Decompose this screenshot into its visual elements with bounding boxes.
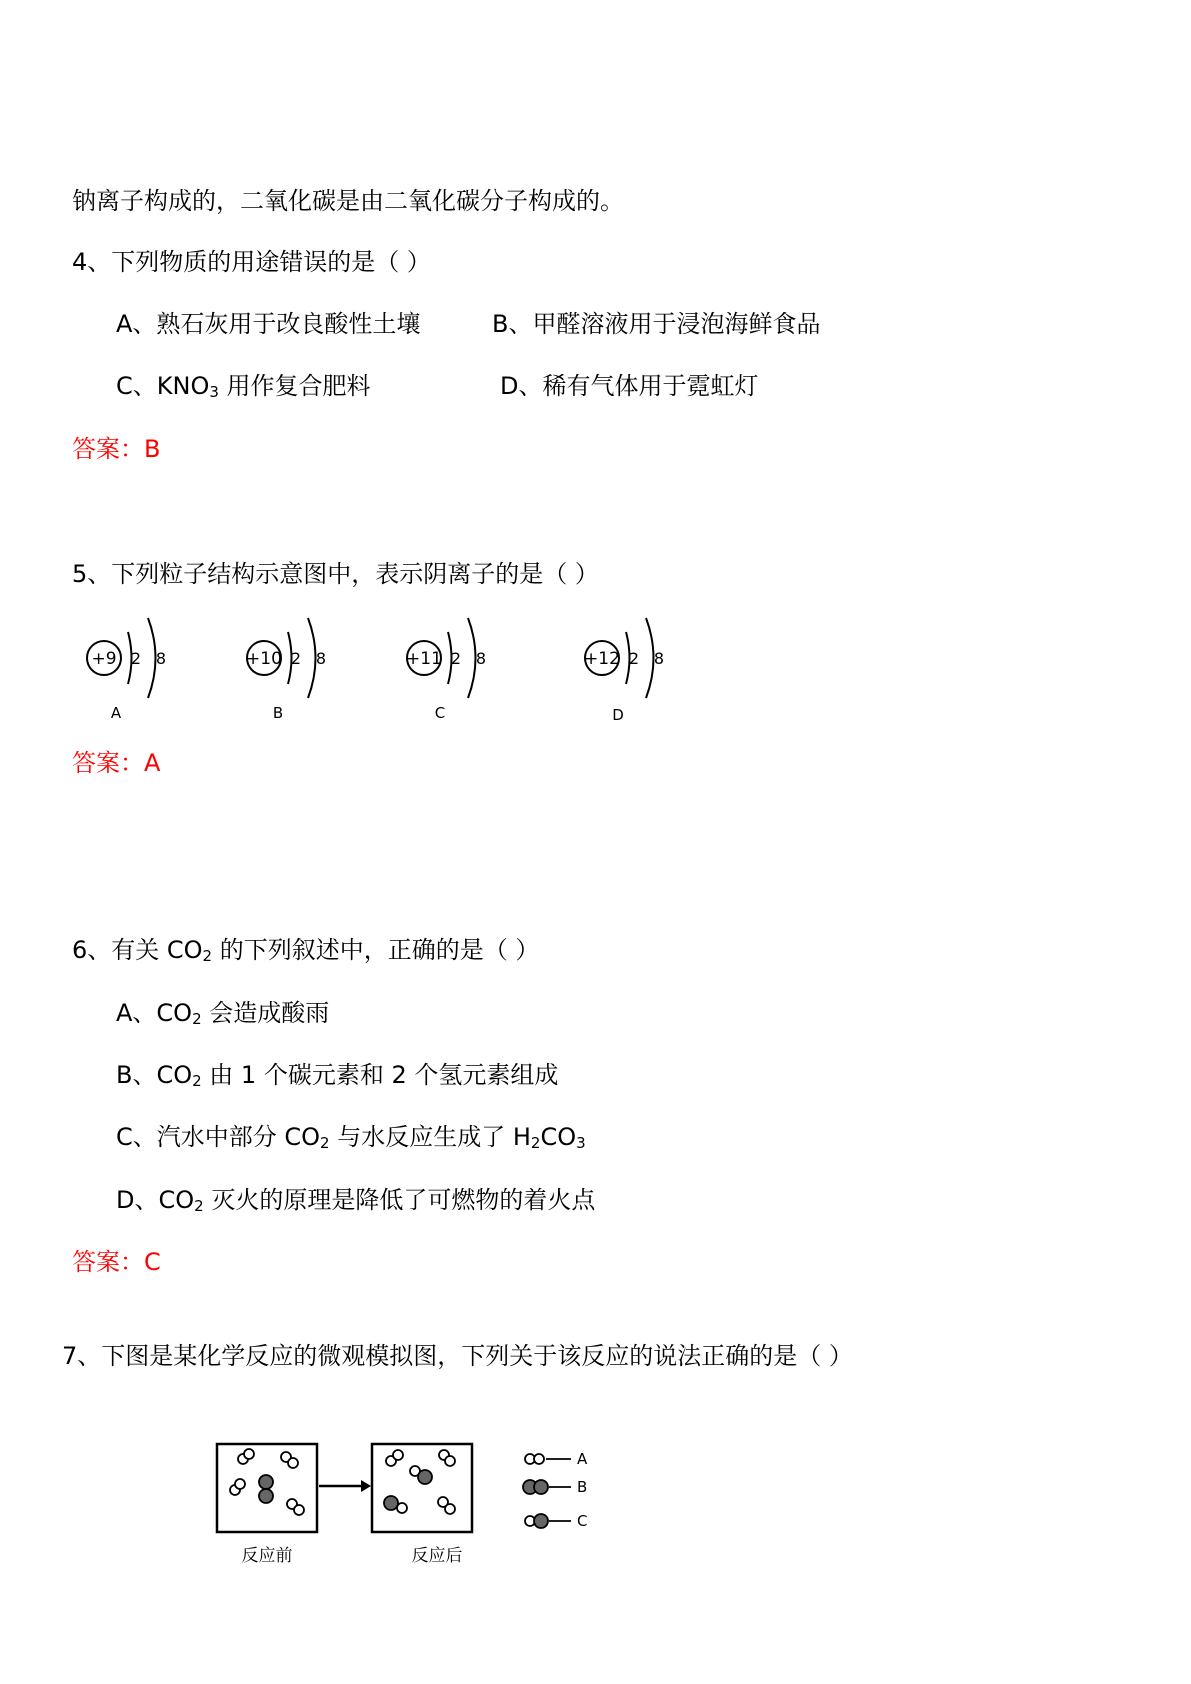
reaction-arrowhead	[361, 1480, 371, 1492]
q4-option-d: D、稀有气体用于霓虹灯	[500, 372, 759, 400]
q6-stem-sub: 2	[202, 947, 213, 965]
q6-stem	[72, 934, 539, 966]
particle-b-shell2: 8	[315, 649, 327, 668]
particle-b	[246, 618, 326, 722]
legend-b	[523, 1478, 587, 1496]
particle-diagrams	[80, 612, 780, 727]
q6-stem-pre: 6、有关 CO	[72, 936, 203, 964]
box-after-label: 反应后	[411, 1546, 463, 1566]
q6-option-c-sub3: 3	[576, 1134, 586, 1152]
particle-a-shell1: 2	[130, 649, 142, 668]
particle-b-nucleus: +10	[246, 649, 282, 669]
q6-option-b	[116, 1059, 558, 1091]
q4-option-c-sub: 3	[209, 383, 219, 401]
particle-a-label: A	[110, 704, 122, 722]
particle-d	[584, 618, 664, 724]
q6-option-c-sub: 2	[320, 1134, 330, 1152]
q6-option-d-sub: 2	[194, 1197, 204, 1215]
intro-line: 钠离子构成的，二氧化碳是由二氧化碳分子构成的。	[72, 187, 624, 215]
q6-option-b-pre: B、CO	[116, 1061, 193, 1089]
legend-a	[525, 1450, 588, 1468]
q6-option-a-post: 会造成酸雨	[201, 999, 330, 1027]
particle-a	[87, 618, 166, 722]
q6-option-b-sub: 2	[192, 1072, 202, 1090]
particle-c-shell1: 2	[450, 649, 462, 668]
q4-option-b: B、甲醛溶液用于浸泡海鲜食品	[492, 310, 821, 338]
q7-stem: 7、下图是某化学反应的微观模拟图，下列关于该反应的说法正确的是（ ）	[62, 1342, 853, 1370]
q6-option-d-post: 灭火的原理是降低了可燃物的着火点	[203, 1186, 596, 1214]
particle-c-shell2: 8	[475, 649, 487, 668]
q6-option-a-sub: 2	[192, 1010, 202, 1028]
q6-stem-post: 的下列叙述中，正确的是（ ）	[212, 936, 540, 964]
legend-c-label: C	[577, 1512, 588, 1530]
q4-option-c	[116, 370, 371, 402]
box-after-molecules	[384, 1450, 455, 1514]
reaction-diagram	[215, 1442, 635, 1577]
particle-b-shell1: 2	[290, 649, 302, 668]
particle-d-label: D	[612, 706, 624, 724]
q6-option-c-mid2: CO	[540, 1123, 577, 1151]
particle-d-shell1: 2	[628, 649, 640, 668]
particle-a-nucleus: +9	[91, 649, 117, 669]
particle-c-label: C	[434, 704, 446, 722]
q6-option-d-pre: D、CO	[116, 1186, 195, 1214]
q4-stem: 4、下列物质的用途错误的是（ ）	[72, 248, 431, 276]
q5-answer: 答案：A	[72, 749, 161, 777]
q5-stem: 5、下列粒子结构示意图中，表示阴离子的是（ ）	[72, 560, 599, 588]
q6-option-a	[116, 997, 329, 1029]
q6-option-c	[116, 1121, 586, 1153]
particle-c	[406, 618, 486, 722]
q6-option-c-pre: C、汽水中部分 CO	[116, 1123, 321, 1151]
legend-c	[525, 1512, 587, 1530]
legend-b-label: B	[577, 1478, 588, 1496]
q6-option-c-mid: 与水反应生成了 H	[329, 1123, 531, 1151]
particle-d-shell2: 8	[653, 649, 665, 668]
particle-d-nucleus: +12	[584, 649, 620, 669]
q4-answer: 答案：B	[72, 435, 161, 463]
q6-option-d	[116, 1184, 595, 1216]
q4-option-c-pre: C、KNO	[116, 372, 210, 400]
particle-c-nucleus: +11	[406, 649, 442, 669]
q4-option-c-post: 用作复合肥料	[218, 372, 371, 400]
particle-b-label: B	[272, 704, 284, 722]
q6-option-b-post: 由 1 个碳元素和 2 个氢元素组成	[201, 1061, 559, 1089]
particle-a-shell2: 8	[155, 649, 167, 668]
box-before-label: 反应前	[241, 1546, 293, 1566]
legend-a-label: A	[577, 1450, 588, 1468]
q6-option-c-sub2: 2	[530, 1134, 541, 1152]
box-before-molecules	[230, 1449, 304, 1515]
q4-option-a: A、熟石灰用于改良酸性土壤	[116, 310, 421, 338]
q6-answer: 答案：C	[72, 1248, 161, 1276]
q6-option-a-pre: A、CO	[116, 999, 193, 1027]
